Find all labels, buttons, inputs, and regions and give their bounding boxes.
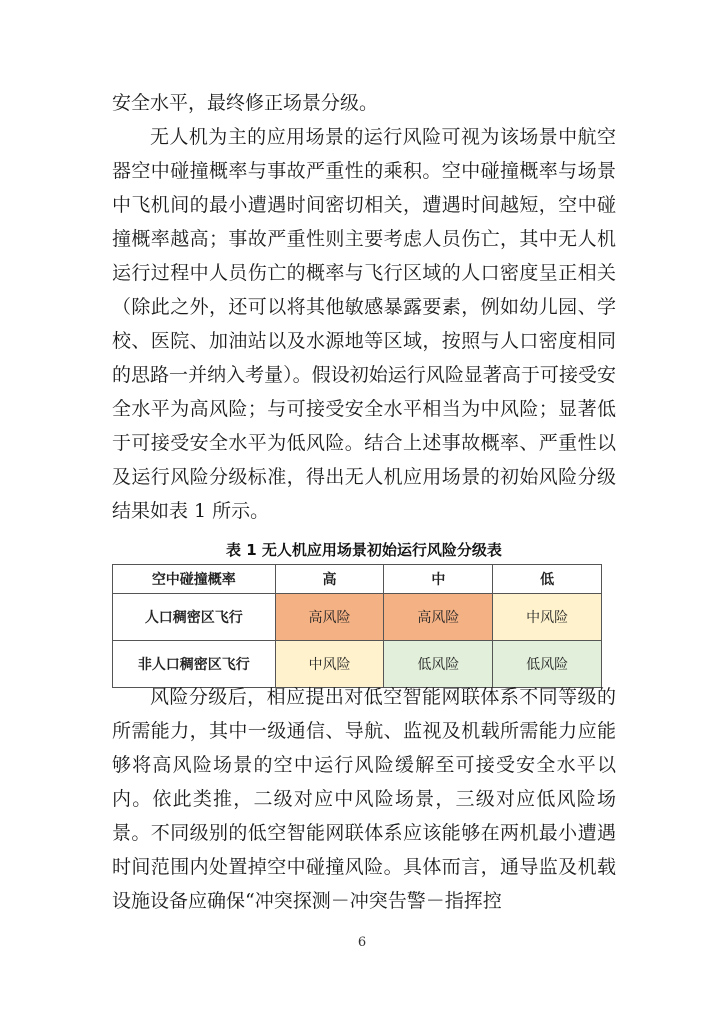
risk-level-table: [112, 564, 602, 688]
risk-cell: 中风险: [493, 594, 602, 641]
table-row: [113, 594, 602, 641]
risk-cell: 高风险: [384, 594, 493, 641]
risk-cell: 中风险: [275, 641, 384, 688]
header-medium: 中: [384, 565, 493, 594]
header-high: 高: [275, 565, 384, 594]
paragraph-3: 风险分级后，相应提出对低空智能网联体系不同等级的所需能力，其中一级通信、导航、监视及机载所需能力应能够将高风险场景的空中运行风险缓解至可接受安全水平以内。依此类推，二级对应中风险场景，三级对应低风险场景。不同级别的低空智能网联体系应该能够在两机最小遭遇时间范围内处置掉空中碰撞风险。具体而言，通导监及机载设施设备应确保“冲突探测－冲突告警－指挥控: [112, 686, 616, 912]
table-header-row: [113, 565, 602, 594]
paragraph-2: 无人机为主的应用场景的运行风险可视为该场景中航空器空中碰撞概率与事故严重性的乘积。空中碰撞概率与场景中飞机间的最小遭遇时间密切相关，遭遇时间越短，空中碰撞概率越高；事故严重性则主要考虑人员伤亡，其中无人机运行过程中人员伤亡的概率与飞行区域的人口密度呈正相关（除此之外，还可以将其他敏感暴露要素，例如幼儿园、学校、医院、加油站以及水源地等区域，按照与人口密度相同的思路一并纳入考量）。假设初始运行风险显著高于可接受安全水平为高风险；与可接受安全水平相当为中风险；显著低于可接受安全水平为低风险。结合上述事故概率、严重性以及运行风险分级标准，得出无人机应用场景的初始风险分级结果如表 1 所示。: [112, 126, 616, 522]
paragraph-1: 安全水平，最终修正场景分级。: [112, 92, 379, 114]
row-label-dense-area: 人口稠密区飞行: [113, 594, 276, 641]
row-label-non-dense-area: 非人口稠密区飞行: [113, 641, 276, 688]
risk-cell: 高风险: [275, 594, 384, 641]
page-number: 6: [357, 935, 367, 950]
risk-cell: 低风险: [384, 641, 493, 688]
header-low: 低: [493, 565, 602, 594]
header-collision-probability: 空中碰撞概率: [113, 565, 276, 594]
table-caption: 表 1 无人机应用场景初始运行风险分级表: [226, 541, 502, 559]
risk-cell: 低风险: [493, 641, 602, 688]
